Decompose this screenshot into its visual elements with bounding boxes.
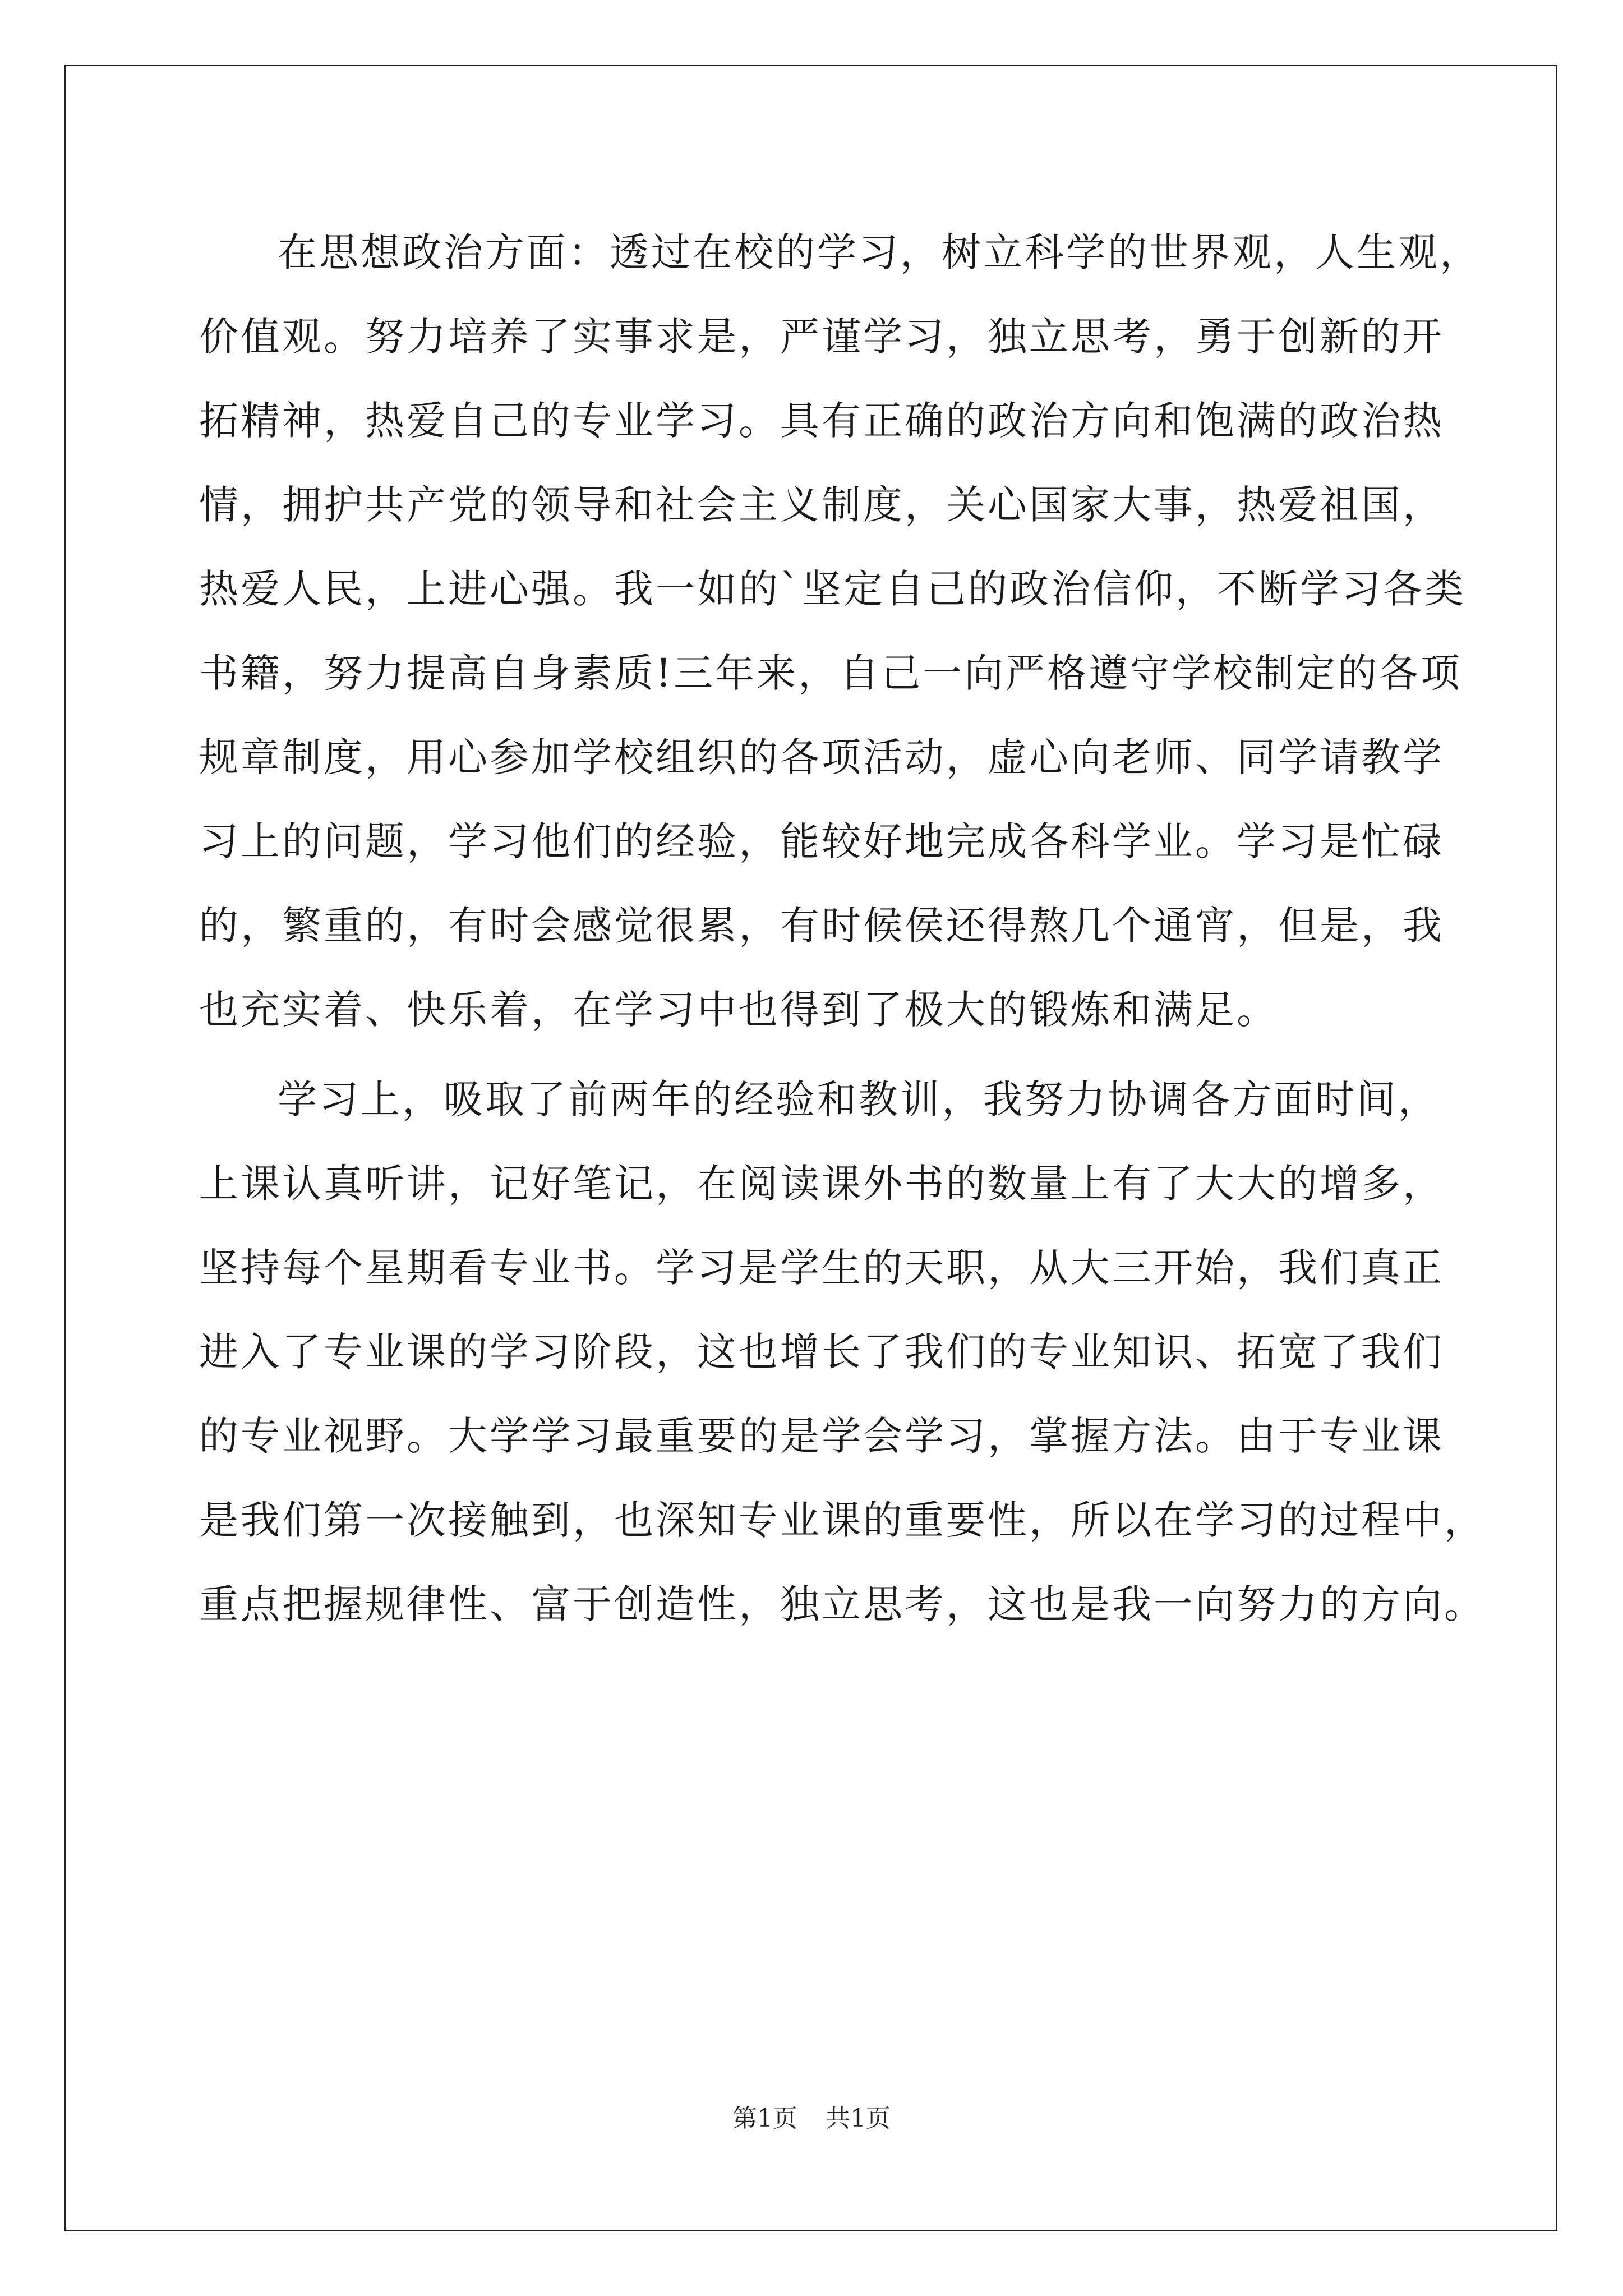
paragraph-2-line-1: 学习上，吸取了前两年的经验和教训，我努力协调各方面时间，: [278, 1076, 1440, 1122]
paragraph-2-line-4: 进入了专业课的学习阶段，这也增长了我们的专业知识、拓宽了我们: [199, 1329, 1444, 1375]
page-number: 第1页: [732, 2104, 797, 2133]
paragraph-1-line-7: 规章制度，用心参加学校组织的各项活动，虚心向老师、同学请教学: [199, 734, 1444, 780]
paragraph-1-line-9: 的，繁重的，有时会感觉很累，有时候侯还得熬几个通宵，但是，我: [199, 903, 1444, 949]
paragraph-1-line-3: 拓精神，热爱自己的专业学习。具有正确的政治方向和饱满的政治热: [199, 398, 1444, 444]
paragraph-1-line-10: 也充实着、快乐着，在学习中也得到了极大的锻炼和满足。: [199, 987, 1278, 1033]
paragraph-2-line-3: 坚持每个星期看专业书。学习是学生的天职，从大三开始，我们真正: [199, 1245, 1444, 1291]
paragraph-1-line-2: 价值观。努力培养了实事求是，严谨学习，独立思考，勇于创新的开: [199, 314, 1444, 360]
paragraph-2-line-6: 是我们第一次接触到，也深知专业课的重要性，所以在学习的过程中，: [199, 1497, 1486, 1543]
paragraph-1-line-1: 在思想政治方面：透过在校的学习，树立科学的世界观，人生观，: [278, 229, 1481, 275]
paragraph-1-line-6: 书籍，努力提高自身素质!三年来，自己一向严格遵守学校制定的各项: [199, 650, 1463, 696]
paragraph-1-line-8: 习上的问题，学习他们的经验，能较好地完成各科学业。学习是忙碌: [199, 818, 1444, 864]
paragraph-2-line-5: 的专业视野。大学学习最重要的是学会学习，掌握方法。由于专业课: [199, 1413, 1444, 1459]
paragraph-2-line-7: 重点把握规律性、富于创造性，独立思考，这也是我一向努力的方向。: [199, 1581, 1486, 1627]
paragraph-1-line-4: 情，拥护共产党的领导和社会主义制度，关心国家大事，热爱祖国，: [199, 482, 1444, 528]
paragraph-2-line-2: 上课认真听讲，记好笔记，在阅读课外书的数量上有了大大的增多，: [199, 1161, 1444, 1207]
paragraph-1-line-5: 热爱人民，上进心强。我一如的`坚定自己的政治信仰，不断学习各类: [199, 566, 1466, 612]
page-footer: [0, 2098, 1623, 2134]
page-total: 共1页: [826, 2104, 891, 2133]
